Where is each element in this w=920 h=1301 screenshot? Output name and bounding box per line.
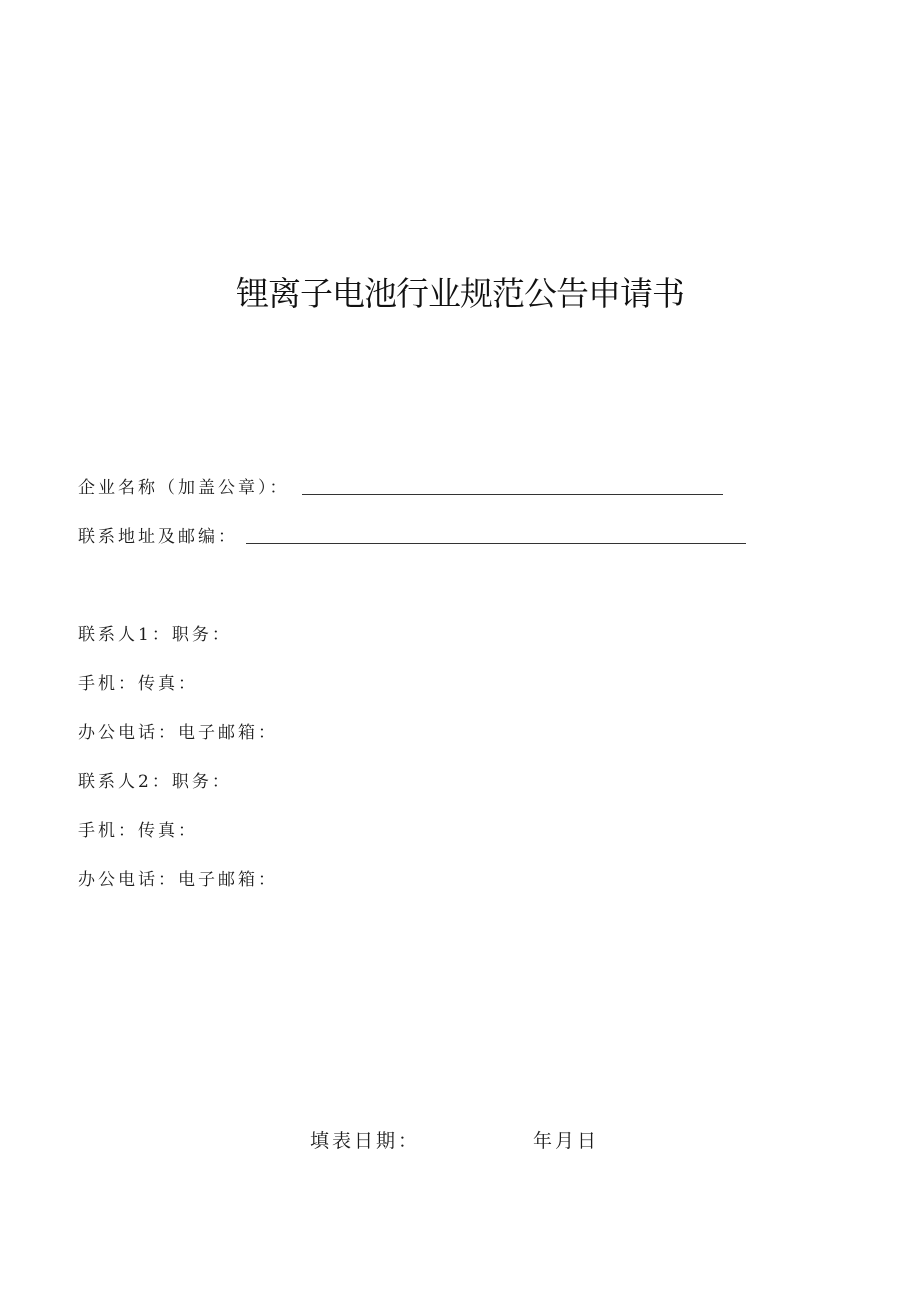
address-blank[interactable] xyxy=(246,543,746,544)
contact1-mobile-fax-label: 手机：传真： xyxy=(78,674,198,694)
company-name-blank[interactable] xyxy=(302,494,723,495)
company-name-label: 企业名称（加盖公章）： xyxy=(78,478,290,498)
document-title: 锂离子电池行业规范公告申请书 xyxy=(236,274,684,313)
contact1-phone-email-label: 办公电话：电子邮箱： xyxy=(78,723,278,743)
fill-date-ymd: 年月日 xyxy=(533,1130,600,1152)
fill-date-label: 填表日期： xyxy=(310,1130,421,1152)
contact2-phone-email-label: 办公电话：电子邮箱： xyxy=(78,870,278,890)
contact2-position-label: 联系人2：职务： xyxy=(78,772,232,792)
contact1-position-label: 联系人1：职务： xyxy=(78,625,232,645)
address-label: 联系地址及邮编： xyxy=(78,527,238,547)
contact2-mobile-fax-label: 手机：传真： xyxy=(78,821,198,841)
